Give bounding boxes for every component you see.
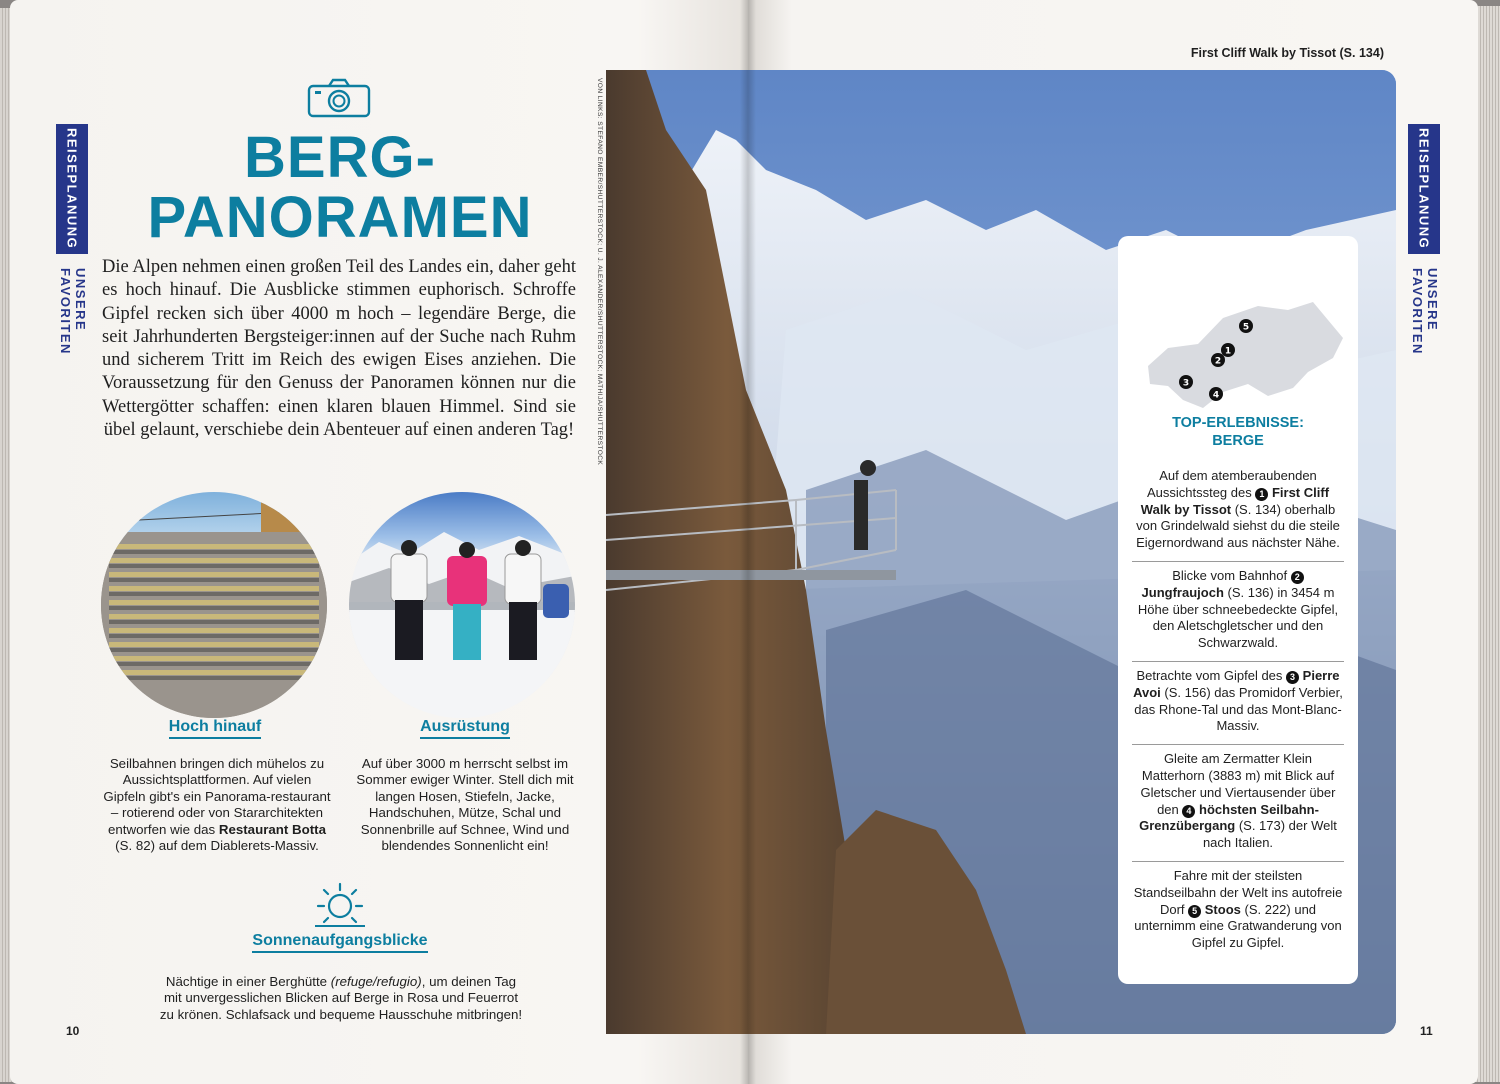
text-sonnenaufgangsblicke: Nächtige in einer Berghütte (refuge/refugio), um deinen Tag mit unvergesslichen Blicken auf Berge in Rosa und Feuerrot zu krönen. Schlafsack und bequeme Hausschuhe mitbringen! <box>159 974 523 1022</box>
section-subtab-right <box>1408 268 1440 418</box>
photo-credit: VON LINKS: STEFANO EMBER/SHUTTERSTOCK; U. J. ALEXANDER/SHUTTERSTOCK; MATHIJA/SHUTTERSTOCK <box>596 78 603 466</box>
list-item: Betrachte vom Gipfel des 3 Pierre Avoi (S. 156) das Promidorf Verbier, das Rhone-Tal und das Mont-Blanc-Massiv. <box>1132 661 1344 744</box>
page-title <box>100 125 580 250</box>
number-badge: 4 <box>1182 805 1195 818</box>
section-subtab-label: UNSERE FAVORITEN <box>1410 268 1440 355</box>
section-subtab-label: UNSERE FAVORITEN <box>58 268 88 355</box>
list-item: Blicke vom Bahnhof 2 Jungfraujoch (S. 136) in 3454 m Höhe über schneebedeckte Gipfel, den Aletschgletscher und den Schwarzwald. <box>1132 561 1344 661</box>
title-line-2: PANORAMEN <box>147 185 533 250</box>
text-hoch-hinauf: Seilbahnen bringen dich mühelos zu Aussichtsplattformen. Auf vielen Gipfeln gibt's ein Panorama-restaurant – rotierend oder von Stararchitekten entworfen wie das Restaurant Botta (S. 82) auf dem Diablerets-Massiv. <box>103 756 331 854</box>
heading-hoch-hinauf: Hoch hinauf <box>112 718 318 736</box>
map-marker-2: 2 <box>1214 356 1222 367</box>
photo-caption: First Cliff Walk by Tissot (S. 134) <box>1190 46 1384 60</box>
number-badge: 2 <box>1291 571 1304 584</box>
section-tab-label: REISEPLANUNG <box>64 128 80 250</box>
intro-paragraph: Die Alpen nehmen einen großen Teil des Landes ein, daher geht es hoch hinauf. Die Ausblicke stimmen euphorisch. Schroffe Gipfel recken sich über 4000 m hoch – legendäre Berge, die seit Jahrhunderten Bergsteiger:innen auf der Suche nach Ruhm und sicherem Tritt im Reich des ewigen Eises anziehen. Die Voraussetzung für den Genuss der Panoramen können nur die Wettergötter schaffen: einen klaren blauen Himmel. Sind sie übel gelaunt, verschiebe dein Abenteuer auf einen anderen Tag! <box>102 257 576 441</box>
info-box-list <box>1132 468 1344 961</box>
cable-car-station-photo <box>101 492 327 718</box>
camera-icon <box>307 78 371 118</box>
number-badge: 1 <box>1255 488 1268 501</box>
page-number-right: 11 <box>1420 1024 1433 1038</box>
map-marker-1: 1 <box>1224 346 1232 357</box>
sun-icon <box>313 882 367 928</box>
map-marker-3: 3 <box>1182 378 1190 389</box>
heading-ausruestung: Ausrüstung <box>362 718 568 736</box>
map-marker-5: 5 <box>1242 322 1250 333</box>
number-badge: 3 <box>1286 671 1299 684</box>
section-tab-label: REISEPLANUNG <box>1416 128 1432 250</box>
list-item: Auf dem atemberaubenden Aussichtssteg des 1 First Cliff Walk by Tissot (S. 134) oberhalb von Grindelwald siehst du die steile Eigernordwand aus nächster Nähe. <box>1136 468 1340 551</box>
map-marker-4: 4 <box>1212 390 1220 401</box>
number-badge: 5 <box>1188 905 1201 918</box>
section-tab-right <box>1408 124 1440 254</box>
list-item: Fahre mit der steilsten Standseilbahn der Welt ins autofreie Dorf 5 Stoos (S. 222) und unternimm eine Gratwanderung von Gipfel zu Gipfel. <box>1132 861 1344 961</box>
restaurant-botta: Restaurant Botta <box>218 821 326 837</box>
info-box-title: TOP-ERLEBNISSE: BERGE <box>1172 415 1304 449</box>
book-gutter <box>740 0 756 1084</box>
switzerland-map <box>1128 288 1348 418</box>
title-line-1: BERG- <box>244 125 436 190</box>
skiers-photo <box>349 492 575 718</box>
heading-sonnenaufgangsblicke: Sonnenaufgangsblicke <box>200 932 480 950</box>
text-ausruestung: Auf über 3000 m herrscht selbst im Sommer ewiger Winter. Stell dich mit langen Hosen, Stiefeln, Jacke, Handschuhen, Mütze, Schal und Sonnenbrille auf Schnee, Wind und blendendes Sonnenlicht ein! <box>356 756 574 854</box>
top-experiences-box <box>1118 236 1358 984</box>
section-subtab-left <box>56 268 88 418</box>
section-tab-left <box>56 124 88 254</box>
page-number-left: 10 <box>66 1024 80 1038</box>
list-item: Gleite am Zermatter Klein Matterhorn (3883 m) mit Blick auf Gletscher und Viertausender über den 4 höchsten Seilbahn-Grenzübergang (S. 173) der Welt nach Italien. <box>1132 744 1344 861</box>
